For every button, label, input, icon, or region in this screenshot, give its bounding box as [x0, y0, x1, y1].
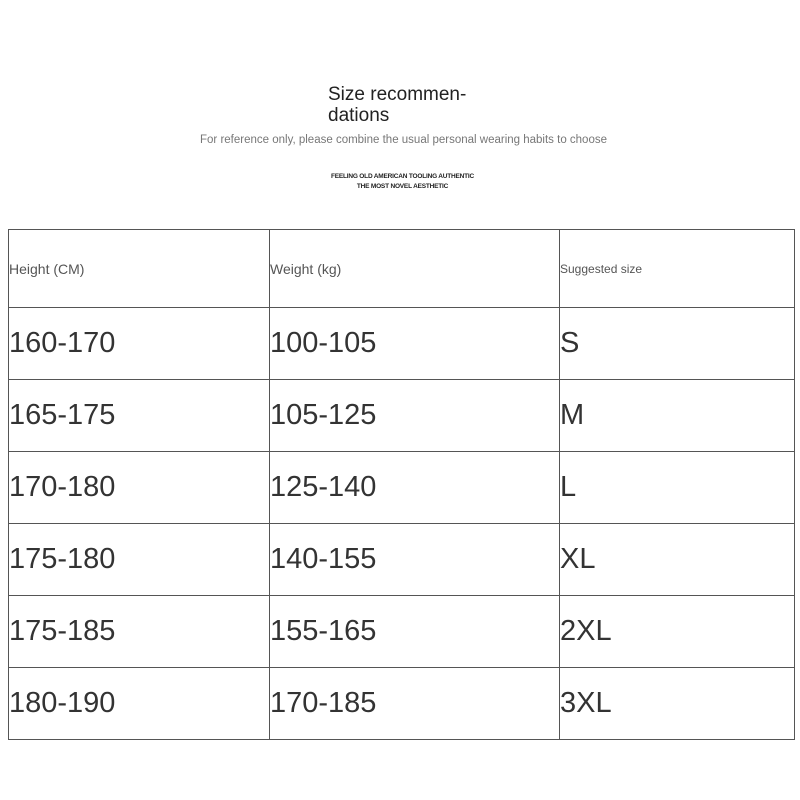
table-row: [9, 668, 795, 740]
header-weight: Weight (kg): [270, 230, 560, 308]
height-cell: 170-180: [9, 452, 270, 524]
height-cell: 180-190: [9, 668, 270, 740]
size-cell: 3XL: [560, 668, 795, 740]
brand-tagline: [300, 172, 505, 192]
size-cell: XL: [560, 524, 795, 596]
brand-line-2: THE MOST NOVEL AESTHETIC: [356, 183, 449, 190]
size-cell: 2XL: [560, 596, 795, 668]
table-row: [9, 380, 795, 452]
weight-cell: 100-105: [270, 308, 560, 380]
brand-line-1: FEELING OLD AMERICAN TOOLING AUTHENTIC: [330, 173, 475, 180]
header-height: Height (CM): [9, 230, 270, 308]
size-cell: L: [560, 452, 795, 524]
subtitle: For reference only, please combine the usual personal wearing habits to choose: [200, 134, 607, 146]
height-cell: 165-175: [9, 380, 270, 452]
table-row: [9, 452, 795, 524]
table-row: [9, 308, 795, 380]
height-cell: 175-180: [9, 524, 270, 596]
height-cell: 175-185: [9, 596, 270, 668]
size-cell: S: [560, 308, 795, 380]
weight-cell: 125-140: [270, 452, 560, 524]
height-cell: 160-170: [9, 308, 270, 380]
title-line-1: Size recommen-: [328, 84, 467, 105]
table-header-row: [9, 230, 795, 308]
header-suggested-size: Suggested size: [560, 230, 795, 308]
weight-cell: 105-125: [270, 380, 560, 452]
title-line-2: dations: [328, 105, 390, 126]
size-cell: M: [560, 380, 795, 452]
weight-cell: 140-155: [270, 524, 560, 596]
weight-cell: 170-185: [270, 668, 560, 740]
table-row: [9, 596, 795, 668]
page-title: [328, 84, 498, 126]
size-chart-table: [8, 229, 795, 740]
weight-cell: 155-165: [270, 596, 560, 668]
table-row: [9, 524, 795, 596]
